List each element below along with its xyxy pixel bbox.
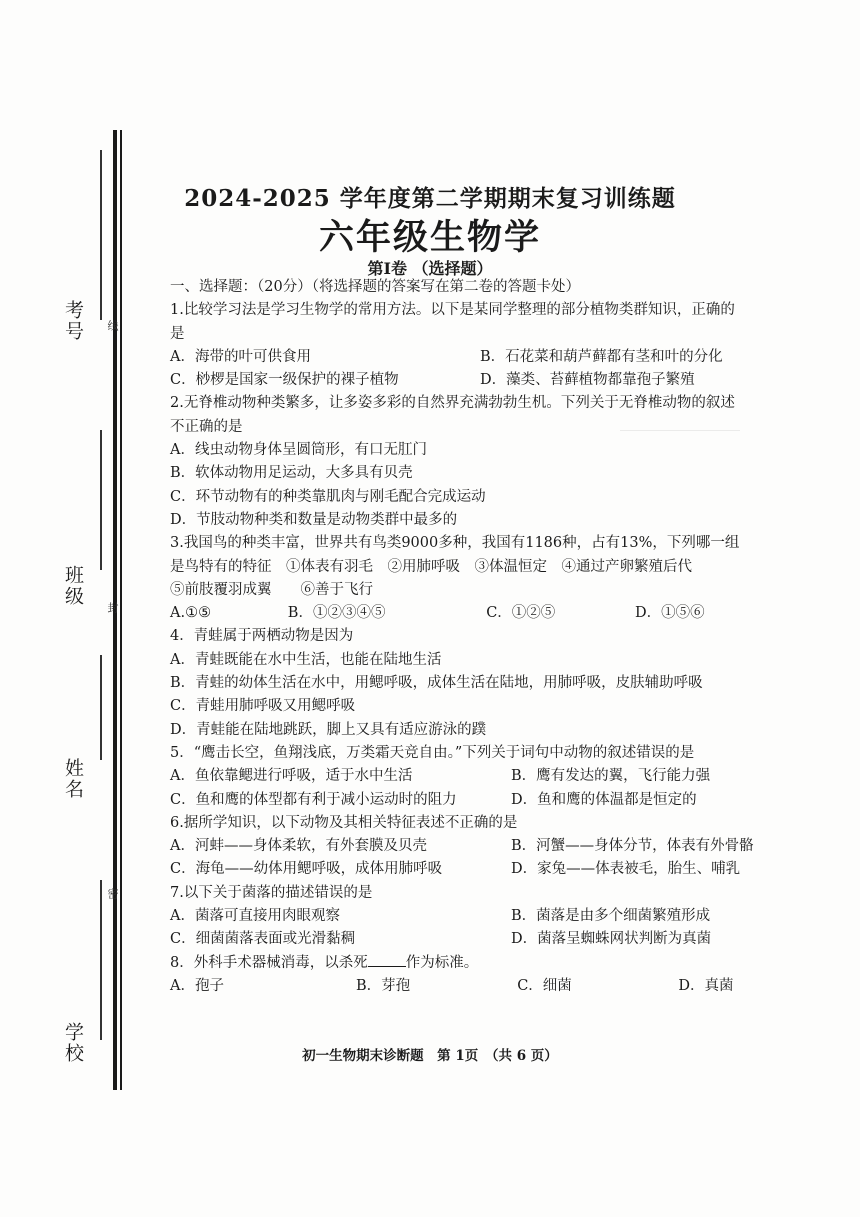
q2-option-d: D．节肢动物种类和数量是动物类群中最多的 <box>170 511 458 528</box>
q3-option-c: C．①②⑤ <box>486 605 556 622</box>
xingming-field-line <box>100 655 102 760</box>
q3-option-b: B．①②③④⑤ <box>287 605 386 622</box>
feng-mark: 封 <box>106 602 119 613</box>
q8-stem <box>170 952 790 975</box>
banji-field-line <box>100 430 102 570</box>
q3-option-d: D．①⑤⑥ <box>634 605 705 622</box>
q7-option-b: B．菌落是由多个细菌繁殖形成 <box>511 908 711 925</box>
q4-option-d: D．青蛙能在陆地跳跃，脚上又具有适应游泳的蹼 <box>170 721 487 738</box>
q7-option-a: A．菌落可直接用肉眼观察 <box>170 908 340 925</box>
q7-stem: 7.以下关于菌落的描述错误的是 <box>170 884 373 901</box>
question-body <box>170 276 790 998</box>
exam-subject-title: 六年级生物学 <box>318 217 541 258</box>
q8-stem-post: 作为标准。 <box>405 954 479 971</box>
q2-stem: 2.无脊椎动物种类繁多，让多姿多彩的自然界充满勃勃生机。下列关于无脊椎动物的叙述 <box>170 395 735 412</box>
q5-option-b: B．鹰有发达的翼，飞行能力强 <box>511 768 711 785</box>
q8-stem-pre: 8．外科手术器械消毒，以杀死 <box>170 954 368 971</box>
q1-option-b: B．石花菜和葫芦藓都有茎和叶的分化 <box>480 348 723 365</box>
q2-option-a: A．线虫动物身体呈圆筒形，有口无肛门 <box>170 442 427 459</box>
q1-stem: 1.比较学习法是学习生物学的常用方法。以下是某同学整理的部分植物类群知识，正确的 <box>170 302 735 319</box>
q7-option-d: D．菌落呈蜘蛛网状判断为真菌 <box>511 931 712 948</box>
q1-options-row2 <box>170 369 790 392</box>
q1-stem-cont: 是 <box>170 325 185 342</box>
q2-option-b: B．软体动物用足运动，大多具有贝壳 <box>170 465 413 482</box>
q3-option-a: A.①⑤ <box>170 605 212 622</box>
mi-mark: 密 <box>106 888 119 899</box>
q5-stem: 5．“鹰击长空，鱼翔浅底，万类霜天竞自由。”下列关于词句中动物的叙述错误的是 <box>170 744 695 761</box>
q5-option-d: D．鱼和鹰的体温都是恒定的 <box>511 791 697 808</box>
q3-stem: 3.我国鸟的种类丰富，世界共有鸟类9000多种，我国有1186种，占有13%，下列哪一组 <box>170 535 740 552</box>
page-footer: 初一生物期末诊断题 第 1页 （共 6 页） <box>302 1048 558 1064</box>
q2-option-c: C．环节动物有的种类靠肌肉与刚毛配合完成运动 <box>170 488 486 505</box>
q4-option-a: A．青蛙既能在水中生活，也能在陆地生活 <box>170 651 442 668</box>
q6-option-d: D．家兔——体表被毛，胎生、哺乳 <box>511 861 741 878</box>
q4-option-b: B．青蛙的幼体生活在水中，用鳃呼吸，成体生活在陆地，用肺呼吸，皮肤辅助呼吸 <box>170 675 703 692</box>
q1-option-c: C．桫椤是国家一级保护的裸子植物 <box>170 372 399 389</box>
q8-answer-blank <box>368 952 406 967</box>
q8-option-b: B．芽孢 <box>356 977 411 994</box>
section-heading: 第Ⅰ卷 （选择题） <box>367 259 493 278</box>
exam-series-title: 2024-2025 学年度第二学期期末复习训练题 <box>184 185 676 212</box>
q6-option-c: C．海龟——幼体用鳃呼吸，成体用肺呼吸 <box>170 861 443 878</box>
xian-mark: 线 <box>106 320 119 331</box>
q8-options-row <box>170 975 790 998</box>
q4-stem: 4．青蛙属于两栖动物是因为 <box>170 628 354 645</box>
q6-option-b: B．河蟹——身体分节，体表有外骨骼 <box>511 838 754 855</box>
q3-options-row <box>170 602 790 625</box>
q5-options-row2 <box>170 789 790 812</box>
q4-option-c: C．青蛙用肺呼吸又用鳃呼吸 <box>170 698 356 715</box>
q1-options-row1 <box>170 346 790 369</box>
q7-options-row2 <box>170 928 790 951</box>
part1-instruction: 一、选择题：（20分）（将选择题的答案写在第二卷的答题卡处） <box>170 279 580 295</box>
q8-option-d: D．真菌 <box>678 977 734 994</box>
q5-option-a: A．鱼依靠鳃进行呼吸，适于水中生活 <box>170 768 413 785</box>
q6-options-row1 <box>170 835 790 858</box>
q3-stem-cont2: ⑤前肢覆羽成翼 ⑥善于飞行 <box>170 581 373 598</box>
q5-options-row1 <box>170 765 790 788</box>
q6-options-row2 <box>170 858 790 881</box>
kaohao-label: 考号 <box>62 300 84 342</box>
q5-option-c: C．鱼和鹰的体型都有利于减小运动时的阻力 <box>170 791 457 808</box>
xingming-label: 姓名 <box>62 758 84 800</box>
q2-stem-cont: 不正确的是 <box>170 418 243 435</box>
q1-option-d: D．藻类、苔藓植物都靠孢子繁殖 <box>480 372 695 389</box>
xuexiao-label: 学校 <box>62 1022 84 1064</box>
q1-option-a: A．海带的叶可供食用 <box>170 348 311 365</box>
banji-label: 班级 <box>62 565 84 607</box>
xuexiao-field-line <box>100 880 102 1040</box>
q3-stem-cont: 是鸟特有的特征 ①体表有羽毛 ②用肺呼吸 ③体温恒定 ④通过产卵繁殖后代 <box>170 558 692 575</box>
q8-option-c: C．细菌 <box>517 977 572 994</box>
q6-option-a: A．河蚌——身体柔软，有外套膜及贝壳 <box>170 838 427 855</box>
q6-stem: 6.据所学知识，以下动物及其相关特征表述不正确的是 <box>170 814 518 831</box>
q7-options-row1 <box>170 905 790 928</box>
q7-option-c: C．细菌菌落表面或光滑黏稠 <box>170 931 356 948</box>
q8-option-a: A．孢子 <box>170 977 224 994</box>
